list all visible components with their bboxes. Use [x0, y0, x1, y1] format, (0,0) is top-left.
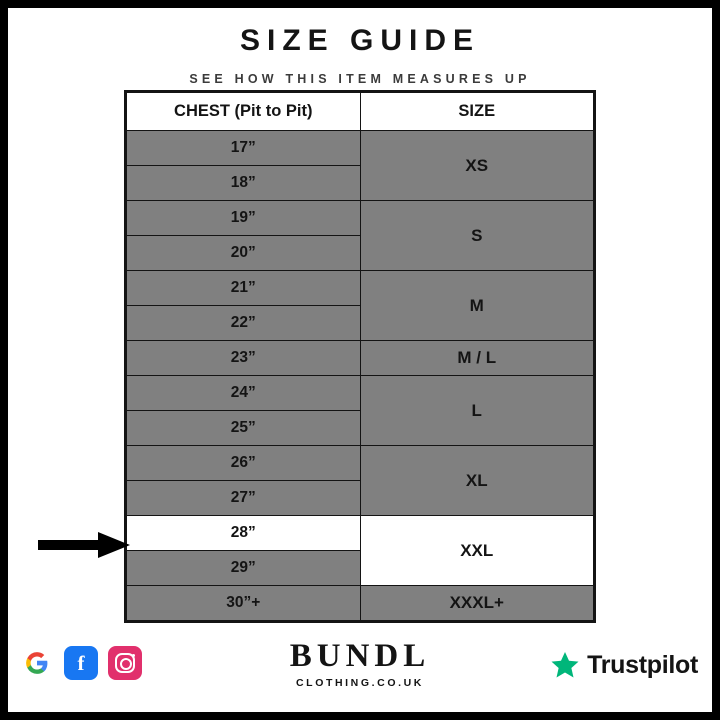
- column-header-size: SIZE: [360, 93, 594, 131]
- footer: [8, 636, 712, 698]
- trustpilot-label: Trustpilot: [587, 650, 698, 679]
- column-header-chest: CHEST (Pit to Pit): [127, 93, 361, 131]
- cell-chest: 20”: [127, 236, 361, 271]
- table-row[interactable]: [127, 201, 594, 236]
- cell-chest: 18”: [127, 166, 361, 201]
- table-row[interactable]: [127, 341, 594, 376]
- trustpilot-badge[interactable]: [550, 650, 698, 680]
- table-row[interactable]: [127, 376, 594, 411]
- cell-chest: 26”: [127, 446, 361, 481]
- table-row[interactable]: [127, 131, 594, 166]
- cell-chest: 21”: [127, 271, 361, 306]
- cell-chest: 30”+: [127, 586, 361, 621]
- cell-size: XL: [360, 446, 594, 516]
- selected-row-arrow-icon: [38, 532, 130, 558]
- cell-chest: 29”: [127, 551, 361, 586]
- cell-size: XS: [360, 131, 594, 201]
- table-row[interactable]: [127, 271, 594, 306]
- table-header-row: [127, 93, 594, 131]
- cell-chest-selected: 28”: [127, 516, 361, 551]
- cell-size: M / L: [360, 341, 594, 376]
- size-guide-card: [8, 8, 712, 712]
- cell-chest: 23”: [127, 341, 361, 376]
- table-row[interactable]: [127, 446, 594, 481]
- facebook-icon[interactable]: f: [64, 646, 98, 680]
- cell-chest: 17”: [127, 131, 361, 166]
- table-row-selected[interactable]: [127, 516, 594, 551]
- cell-size: XXXL+: [360, 586, 594, 621]
- page-subtitle: SEE HOW THIS ITEM MEASURES UP: [189, 72, 531, 86]
- cell-chest: 22”: [127, 306, 361, 341]
- cell-chest: 24”: [127, 376, 361, 411]
- star-icon: [550, 650, 580, 680]
- cell-chest: 19”: [127, 201, 361, 236]
- size-table: [124, 90, 596, 623]
- cell-size: S: [360, 201, 594, 271]
- cell-chest: 27”: [127, 481, 361, 516]
- cell-size-selected: XXL: [360, 516, 594, 586]
- cell-size: L: [360, 376, 594, 446]
- brand-url: CLOTHING.CO.UK: [296, 677, 424, 689]
- page-title: SIZE GUIDE: [239, 24, 481, 57]
- cell-size: M: [360, 271, 594, 341]
- table-row[interactable]: [127, 586, 594, 621]
- brand-name: BUNDL: [289, 638, 431, 674]
- cell-chest: 25”: [127, 411, 361, 446]
